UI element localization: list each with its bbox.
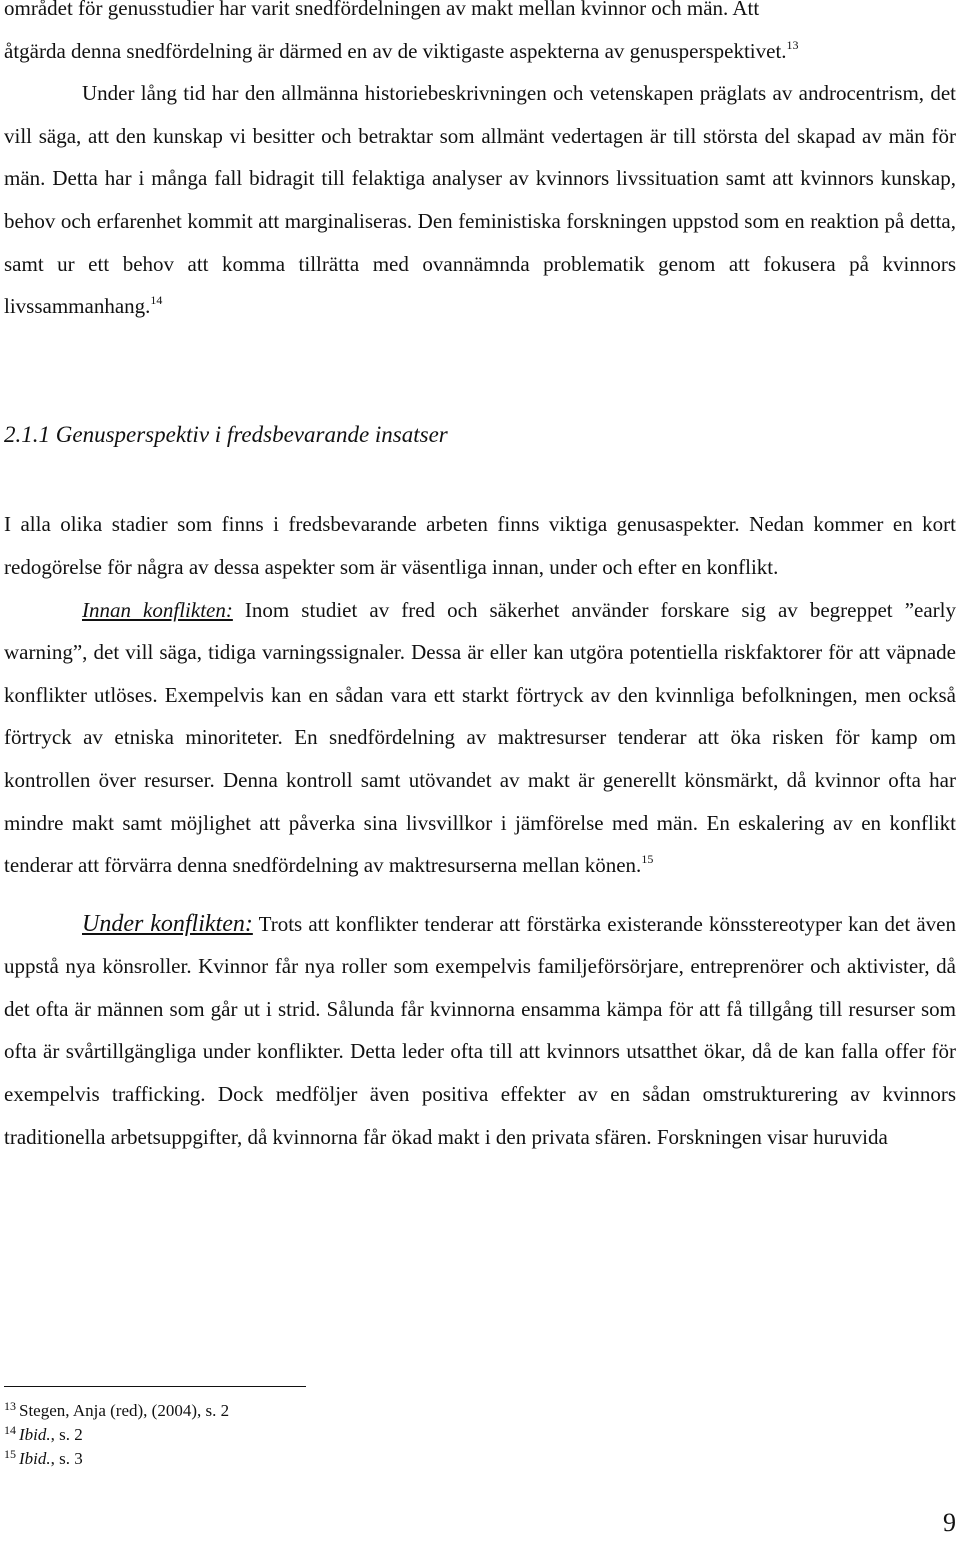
spacer — [4, 456, 956, 503]
footnote-ibid: Ibid. — [19, 1449, 51, 1468]
footnote-ref-15: 15 — [641, 852, 654, 867]
footnote-number: 15 — [4, 1447, 16, 1461]
footnote-ref-14: 14 — [150, 293, 163, 308]
paragraph-3-text: I alla olika stadier som finns i fredsbevarande arbeten finns viktiga genusaspekter. Nedan kommer en kort redogörelse för några av dessa aspekter som är väsentliga innan, under och efter en konflikt. — [4, 512, 956, 579]
paragraph-2-text: Under lång tid har den allmänna historiebeskrivningen och vetenskapen präglats av androcentrism, det vill säga, att den kunskap vi besitter och betraktar som allmänt vedertagen är till största del skapad av män för män. Detta har i många fall bidragit till felaktiga analyser av kvinnors livssituation samt att kvinnors kunskap, behov och erfarenhet kommit att marginaliseras. Den feministiska forskningen uppstod som en reaktion på detta, samt ur ett behov att komma tillrätta med ovannämnda problematik genom att fokusera på kvinnors livssammanhang. — [4, 81, 956, 319]
document-page — [4, 0, 956, 1158]
paragraph-1-line-2: åtgärda denna snedfördelning är därmed en av de viktigaste aspekterna av genusperspektivet. — [4, 38, 787, 63]
footnote-ibid: Ibid. — [19, 1425, 51, 1444]
paragraph-1 — [4, 0, 956, 72]
paragraph-3 — [4, 503, 956, 588]
paragraph-4-text: Inom studiet av fred och säkerhet använder forskare sig av begreppet ”early warning”, det vill säga, tidiga varningssignaler. Dessa är eller kan utgöra potentiella riskfaktorer för att väpnade konflikter utlöses. Exempelvis kan en sådan vara ett starkt förtryck av den kvinnliga befolkningen, men också förtryck av etniska minoriteter. En snedfördelning av maktresurser tenderar att öka risken för kamp om kontrollen över resurser. Denna kontroll samt utövandet av makt är generellt könsmärkt, då kvinnor ofta har mindre makt samt möjlighet att påverka sina livsvillkor i jämförelse med män. En eskalering av en konflikt tenderar att förvärra denna snedfördelning av maktresurserna mellan könen. — [4, 597, 956, 878]
footnote-number: 14 — [4, 1423, 16, 1437]
footnote-15 — [4, 1447, 229, 1471]
footnote-ref-13: 13 — [786, 37, 799, 52]
footnote-13 — [4, 1399, 229, 1423]
spacer — [4, 887, 956, 903]
footnote-separator — [4, 1386, 306, 1387]
footnote-text: , s. 3 — [50, 1449, 83, 1468]
paragraph-4 — [4, 589, 956, 887]
paragraph-5-text: Trots att konflikter tenderar att förstärka existerande könsstereotyper kan det även uppstå nya könsroller. Kvinnor får nya roller som exempelvis familjeförsörjare, entreprenörer och aktivister, då det ofta är männen som går ut i strid. Sålunda får kvinnorna ensamma kämpa för att få tillgång till resurser som ofta är svårtillgängliga under konflikter. Detta leder ofta till att kvinnors utsatthet ökar, då de kan falla offer för exempelvis trafficking. Dock medföljer även positiva effekter av en sådan omstrukturering av kvinnors traditionella arbetsuppgifter, då kvinnorna får ökad makt i den privata sfären. Forskningen visar huruvida — [4, 911, 956, 1149]
paragraph-2 — [4, 72, 956, 328]
paragraph-4-label: Innan konflikten: — [82, 597, 233, 622]
paragraph-5-label: Under konflikten: — [82, 910, 253, 937]
paragraph-1-line-1: området för genusstudier har varit snedfördelningen av makt mellan kvinnor och män. Att — [4, 0, 760, 20]
footnote-14 — [4, 1423, 229, 1447]
footnotes — [4, 1399, 229, 1471]
footnote-text: , s. 2 — [50, 1425, 83, 1444]
footnote-number: 13 — [4, 1399, 16, 1413]
footnote-text: Stegen, Anja (red), (2004), s. 2 — [19, 1401, 230, 1420]
paragraph-5 — [4, 903, 956, 1159]
page-number: 9 — [943, 1508, 956, 1537]
section-heading: 2.1.1 Genusperspektiv i fredsbevarande insatser — [4, 421, 448, 447]
